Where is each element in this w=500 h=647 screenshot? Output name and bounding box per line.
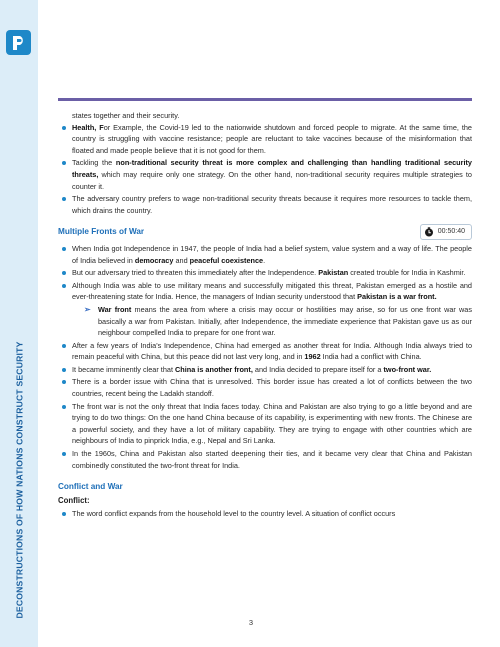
- list-item: Tackling the non-traditional security threat is more complex and challenging than handling traditional security threats, which may require only one strategy. On the other hand, non-traditional security requires multiple strategies to counter it.: [58, 157, 472, 192]
- list-item: Although India was able to use military means and successfully mitigated this threat, Pakistan emerged as a hostile and ever-threatening state for India. Hence, the managers of Indian security understood that Pakistan is a war front.: [58, 280, 472, 303]
- list-item: Health, For Example, the Covid-19 led to the nationwide shutdown and forced people to migrate. At the same time, the country is struggling with vaccine resistance; people are reluctant to take vaccines because of the misinformation that floated and made people believe that it is not good for them.: [58, 122, 472, 157]
- multiple-fronts-list: [58, 243, 472, 471]
- brand-logo: [6, 30, 31, 55]
- sidebar-title-wrap: [6, 340, 32, 620]
- intro-continuation: states together and their security.: [72, 111, 180, 120]
- list-item: After a few years of India's Independence, China had emerged as another threat for India. Although India always tried to remain peaceful with China, but this peace did not last very long, and in 1962 India had a conflict with China.: [58, 340, 472, 363]
- list-item: The front war is not the only threat that India faces today. China and Pakistan are also trying to go a little beyond and are trying to do two things: On the one hand China because of its capability, is experimenting with new fronts. The Chinese are a powerful society, and they have a lot of military capability. They are trying to engage with other countries which are neighbours of India to pinprick India, e.g., Nepal and Sri Lanka.: [58, 401, 472, 447]
- section-header-multiple-fronts: [58, 224, 472, 240]
- section-title: Multiple Fronts of War: [58, 227, 145, 237]
- page-content: [58, 110, 472, 521]
- sidebar: [0, 0, 38, 647]
- list-item: When India got Independence in 1947, the people of India had a belief system, value system and a way of life. The people of India believed in democracy and peaceful coexistence.: [58, 243, 472, 266]
- arrow-bullet-icon: ➢: [84, 304, 91, 314]
- section-title-conflict-war: Conflict and War: [58, 482, 123, 492]
- clock-icon: [424, 227, 434, 237]
- list-item: The adversary country prefers to wage non-traditional security threats because it requires more resources to tackle them, which drains the country.: [58, 193, 472, 216]
- header-rule: [58, 98, 472, 101]
- sub-list-item: ➢ War front means the area from where a crisis may occur or hostilities may arise, so for us one front war was basically a war from Pakistan. Initially, after Independence, the immediate experience that Pakistan gave us as our neighbour compelled India to prepare for one front war.: [84, 304, 472, 338]
- list-item: The word conflict expands from the household level to the country level. A situation of conflict occurs: [58, 508, 472, 520]
- timestamp-text: 00:50:40: [437, 228, 465, 236]
- page-number: 3: [248, 618, 254, 627]
- list-item: But our adversary tried to threaten this immediately after the Independence. Pakistan created trouble for India in Kashmir.: [58, 267, 472, 279]
- conflict-list: [58, 508, 472, 520]
- video-timestamp[interactable]: [420, 224, 472, 240]
- list-item: It became imminently clear that China is another front, and India decided to prepare itself for a two-front war.: [58, 364, 472, 376]
- intro-list: [58, 122, 472, 217]
- list-item: There is a border issue with China that is unresolved. This border issue has created a lot of conflicts between the two countries, recent being the Ladakh standoff.: [58, 376, 472, 399]
- list-item: In the 1960s, China and Pakistan also started deepening their ties, and it became very clear that China and Pakistan combinedly constituted the two-front threat for India.: [58, 448, 472, 471]
- p-logo-icon: [10, 34, 28, 52]
- sidebar-title: DECONSTRUCTIONS OF HOW NATIONS CONSTRUCT SECURITY: [14, 341, 24, 619]
- subheading-conflict: Conflict:: [58, 495, 90, 505]
